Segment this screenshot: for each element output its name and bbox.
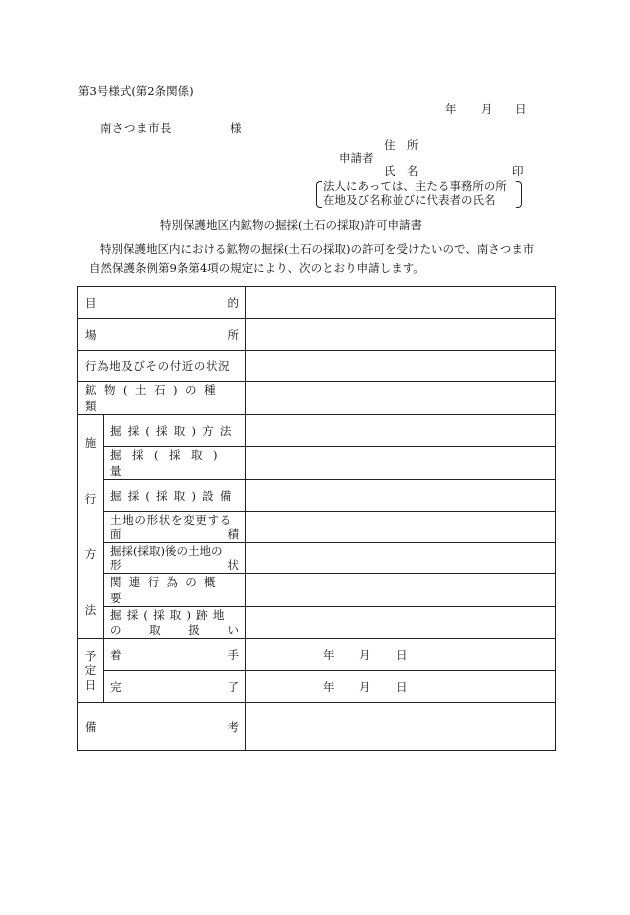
purpose-label bbox=[78, 287, 246, 319]
row-start bbox=[78, 639, 556, 671]
land-change-area-text bbox=[110, 513, 239, 542]
schedule-group-label bbox=[78, 639, 104, 703]
addressee: 南さつま市長 bbox=[100, 121, 172, 135]
post-shape-char-1: 形 bbox=[110, 558, 122, 572]
purpose-label-text bbox=[85, 295, 239, 311]
finish-date-input[interactable] bbox=[246, 671, 556, 703]
excavation-equipment-input[interactable] bbox=[246, 480, 556, 512]
post-shape-line1: 掘採(採取)後の土地の bbox=[110, 543, 223, 558]
row-related-acts bbox=[78, 574, 556, 607]
site-handling-char-2: 取 bbox=[149, 622, 161, 637]
related-acts-text: 関連行為の概要 bbox=[110, 575, 223, 605]
excavation-amount-input[interactable] bbox=[246, 447, 556, 480]
purpose-char-2: 的 bbox=[227, 295, 239, 310]
applicant-label: 申請者 bbox=[339, 151, 374, 165]
name-label: 氏 名 bbox=[384, 164, 419, 178]
finish-date-month: 月 bbox=[359, 679, 371, 694]
intro-line1: 特別保護地区内における鉱物の掘採(土石の採取)の許可を受けたいので、南さつま市 bbox=[100, 242, 535, 256]
site-handling-line1: 掘採(採取)跡地 bbox=[110, 608, 230, 623]
row-mineral-type bbox=[78, 382, 556, 415]
excavation-method-label bbox=[104, 415, 246, 447]
post-shape-char-2: 状 bbox=[227, 558, 239, 572]
purpose-input[interactable] bbox=[246, 287, 556, 319]
place-input[interactable] bbox=[246, 319, 556, 351]
remarks-label bbox=[78, 703, 246, 751]
excavation-equipment-text: 掘採(採取)設備 bbox=[110, 488, 238, 503]
schedule-group-text bbox=[78, 646, 103, 696]
method-char-1: 施 bbox=[84, 436, 97, 451]
method-group-text bbox=[78, 416, 103, 638]
remarks-char-1: 備 bbox=[85, 719, 97, 734]
finish-char-1: 完 bbox=[110, 679, 122, 694]
finish-label bbox=[104, 671, 246, 703]
remarks-input[interactable] bbox=[246, 703, 556, 751]
excavation-equipment-label bbox=[104, 480, 246, 512]
address-label: 住 所 bbox=[384, 138, 419, 152]
application-table bbox=[77, 286, 556, 751]
mineral-type-input[interactable] bbox=[246, 382, 556, 415]
surroundings-input[interactable] bbox=[246, 351, 556, 382]
honorific: 様 bbox=[230, 121, 242, 135]
land-change-area-line2 bbox=[110, 527, 239, 541]
method-char-4: 法 bbox=[84, 602, 97, 617]
header-date-year: 年 bbox=[445, 102, 457, 116]
header-date-month: 月 bbox=[481, 102, 493, 116]
schedule-char-1: 予 bbox=[84, 648, 97, 663]
post-shape-input[interactable] bbox=[246, 543, 556, 574]
applicant-note-line1: 法人にあっては、主たる事務所の所 bbox=[323, 179, 507, 193]
finish-label-text bbox=[110, 679, 239, 695]
note-bracket-left bbox=[316, 181, 322, 208]
site-handling-line2 bbox=[110, 623, 239, 637]
site-handling-input[interactable] bbox=[246, 607, 556, 639]
excavation-method-text: 掘採(採取)方法 bbox=[110, 423, 238, 438]
remarks-char-2: 考 bbox=[227, 719, 239, 734]
place-label bbox=[78, 319, 246, 351]
row-purpose bbox=[78, 287, 556, 319]
row-post-shape bbox=[78, 543, 556, 574]
method-char-2: 行 bbox=[84, 491, 97, 506]
finish-date-day: 日 bbox=[396, 679, 408, 694]
row-land-change-area bbox=[78, 512, 556, 543]
applicant-note-line2: 在地及び名称並びに代表者の氏名 bbox=[323, 193, 496, 207]
start-date-day: 日 bbox=[396, 647, 408, 662]
land-change-area-char-2: 積 bbox=[227, 527, 239, 541]
row-remarks bbox=[78, 703, 556, 751]
start-label-text bbox=[110, 647, 239, 663]
finish-date-year: 年 bbox=[323, 679, 335, 694]
start-char-2: 手 bbox=[227, 647, 239, 662]
site-handling-char-4: い bbox=[227, 622, 239, 637]
remarks-label-text bbox=[85, 719, 239, 735]
document-title: 特別保護地区内鉱物の掘採(土石の採取)許可申請書 bbox=[160, 218, 422, 232]
finish-char-2: 了 bbox=[227, 679, 239, 694]
post-shape-line2 bbox=[110, 558, 239, 572]
land-change-area-label bbox=[104, 512, 246, 543]
place-char-2: 所 bbox=[227, 327, 239, 342]
header-date-day: 日 bbox=[515, 102, 527, 116]
excavation-amount-label bbox=[104, 447, 246, 480]
mineral-type-label-text: 鉱物(土石)の種類 bbox=[85, 383, 223, 413]
mineral-type-label bbox=[78, 382, 246, 415]
site-handling-label bbox=[104, 607, 246, 639]
method-group-label bbox=[78, 415, 104, 639]
intro-line2: 自然保護条例第9条第4項の規定により、次のとおり申請します。 bbox=[89, 261, 425, 275]
row-place bbox=[78, 319, 556, 351]
row-excavation-amount bbox=[78, 447, 556, 480]
land-change-area-char-1: 面 bbox=[110, 527, 122, 541]
seal-mark: 印 bbox=[512, 164, 524, 178]
place-label-text bbox=[85, 327, 239, 343]
row-excavation-equipment bbox=[78, 480, 556, 512]
row-excavation-method bbox=[78, 415, 556, 447]
row-finish bbox=[78, 671, 556, 703]
site-handling-text bbox=[110, 608, 239, 637]
related-acts-input[interactable] bbox=[246, 574, 556, 607]
note-bracket-right bbox=[516, 181, 522, 208]
row-site-handling bbox=[78, 607, 556, 639]
start-label bbox=[104, 639, 246, 671]
schedule-char-3: 日 bbox=[84, 677, 97, 692]
site-handling-char-3: 扱 bbox=[188, 622, 200, 637]
start-date-month: 月 bbox=[359, 647, 371, 662]
start-date-year: 年 bbox=[323, 647, 335, 662]
schedule-char-2: 定 bbox=[84, 663, 97, 678]
start-date-input[interactable] bbox=[246, 639, 556, 671]
purpose-char-1: 目 bbox=[85, 295, 97, 310]
site-handling-char-1: の bbox=[110, 622, 122, 637]
form-number: 第3号様式(第2条関係) bbox=[78, 84, 194, 98]
place-char-1: 場 bbox=[85, 327, 97, 342]
method-char-3: 方 bbox=[84, 547, 97, 562]
excavation-amount-text: 掘採(採取)量 bbox=[110, 448, 228, 478]
land-change-area-input[interactable] bbox=[246, 512, 556, 543]
related-acts-label bbox=[104, 574, 246, 607]
start-char-1: 着 bbox=[110, 647, 122, 662]
excavation-method-input[interactable] bbox=[246, 415, 556, 447]
surroundings-label bbox=[78, 351, 246, 382]
post-shape-text bbox=[110, 544, 239, 573]
row-surroundings bbox=[78, 351, 556, 382]
land-change-area-line1: 土地の形状を変更する bbox=[110, 512, 232, 527]
surroundings-label-text: 行為地及びその付近の状況 bbox=[85, 359, 231, 373]
post-shape-label bbox=[104, 543, 246, 574]
